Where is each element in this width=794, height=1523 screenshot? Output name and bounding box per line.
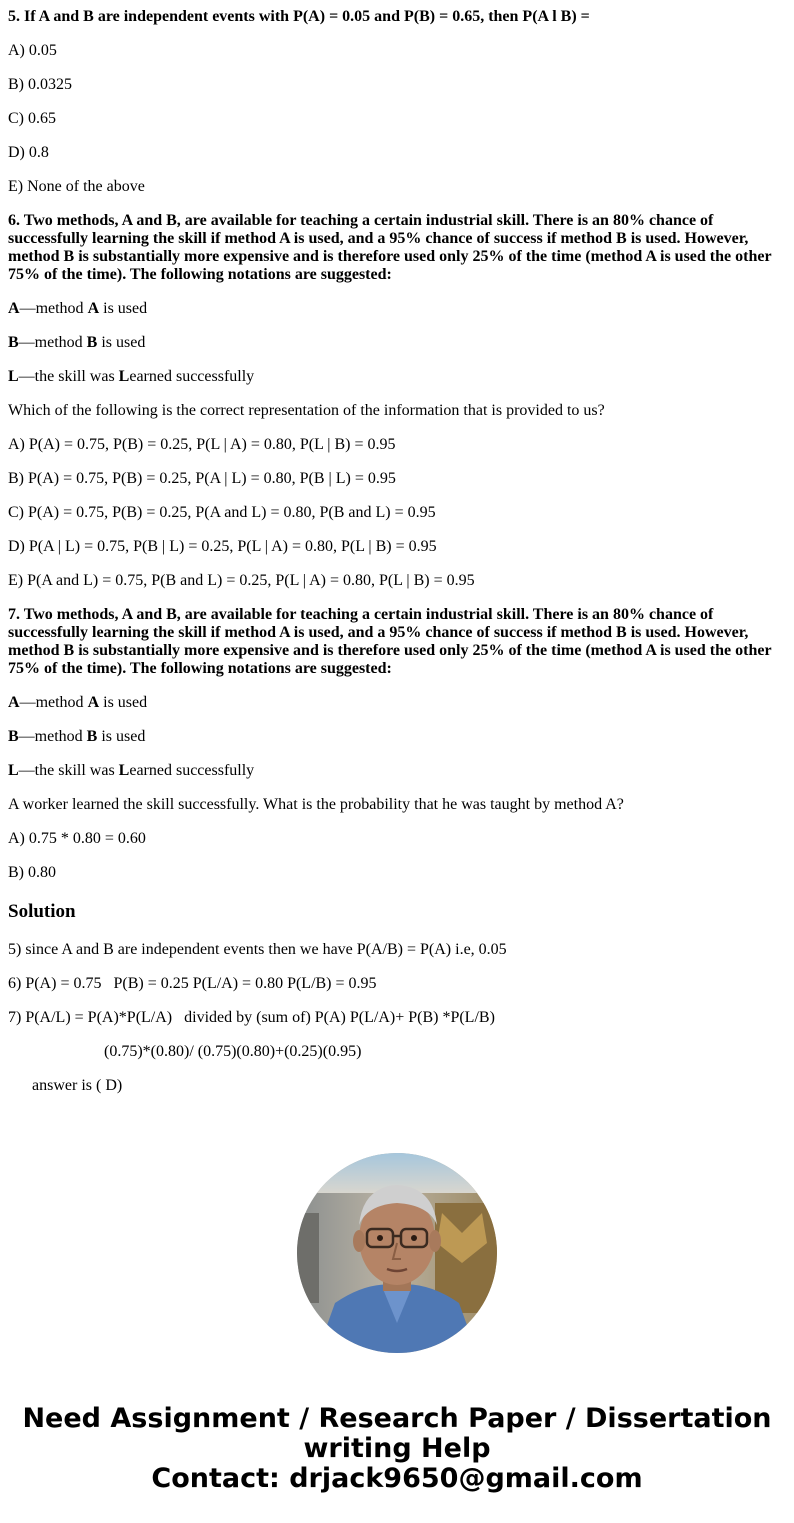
footer-contact-email: Contact: drjack9650@gmail.com [151, 1463, 643, 1494]
q5-option-a: A) 0.05 [8, 42, 57, 59]
author-photo-illustration [297, 1153, 497, 1353]
notation-key: B [8, 334, 19, 351]
author-avatar [297, 1153, 497, 1353]
solution-line-6: 6) P(A) = 0.75 P(B) = 0.25 P(L/A) = 0.80 P(L/B) = 0.95 [8, 975, 377, 992]
q6-question: 6. Two methods, A and B, are available for teaching a certain industrial skill. There is an 80% chance of successfully learning the skill if method A is used, and a 95% chance of success if method B is used. However, method B is substantially more expensive and is therefore used only 25% of the time (method A is used the other 75% of the time). The following notations are suggested: [8, 212, 772, 283]
solution-calculation: (0.75)*(0.80)/ (0.75)(0.80)+(0.25)(0.95) [104, 1043, 362, 1060]
q7-notation-b [8, 728, 145, 746]
q6-prompt: Which of the following is the correct representation of the information that is provided to us? [8, 402, 605, 419]
q6-notation-b [8, 334, 145, 352]
notation-text: —method [18, 334, 87, 351]
q7-prompt: A worker learned the skill successfully. What is the probability that he was taught by method A? [8, 796, 624, 813]
notation-rest: is used [99, 300, 148, 317]
q6-option-b: B) P(A) = 0.75, P(B) = 0.25, P(A | L) = 0.80, P(B | L) = 0.95 [8, 470, 396, 487]
q6-option-c: C) P(A) = 0.75, P(B) = 0.25, P(A and L) = 0.80, P(B and L) = 0.95 [8, 504, 436, 521]
q5-option-b: B) 0.0325 [8, 76, 72, 93]
notation-rest: is used [99, 694, 148, 711]
notation-key: L [8, 762, 19, 779]
q7-option-b: B) 0.80 [8, 864, 56, 881]
notation-key: B [8, 728, 19, 745]
notation-key: A [8, 300, 20, 317]
q6-option-d: D) P(A | L) = 0.75, P(B | L) = 0.25, P(L | A) = 0.80, P(L | B) = 0.95 [8, 538, 437, 555]
q5-option-c: C) 0.65 [8, 110, 56, 127]
q7-notation-l [8, 762, 254, 780]
q6-option-e: E) P(A and L) = 0.75, P(B and L) = 0.25, P(L | A) = 0.80, P(L | B) = 0.95 [8, 572, 475, 589]
q5-option-e: E) None of the above [8, 178, 145, 195]
notation-keyword: L [118, 368, 130, 385]
notation-text: —the skill was [18, 762, 119, 779]
solution-line-5: 5) since A and B are independent events then we have P(A/B) = P(A) i.e, 0.05 [8, 941, 507, 958]
q7-notation-a [8, 694, 147, 712]
footer-help-text: Need Assignment / Research Paper / Dissertation writing Help [22, 1403, 772, 1464]
notation-key: L [8, 368, 19, 385]
q7-option-a: A) 0.75 * 0.80 = 0.60 [8, 830, 146, 847]
notation-keyword: A [87, 300, 100, 317]
notation-keyword: B [86, 728, 98, 745]
solution-heading: Solution [8, 901, 76, 922]
q6-notation-a [8, 300, 147, 318]
notation-keyword: A [87, 694, 100, 711]
notation-text: —method [18, 728, 87, 745]
q7-question: 7. Two methods, A and B, are available for teaching a certain industrial skill. There is an 80% chance of successfully learning the skill if method A is used, and a 95% chance of success if method B is used. However, method B is substantially more expensive and is therefore used only 25% of the time (method A is used the other 75% of the time). The following notations are suggested: [8, 606, 772, 677]
q5-option-d: D) 0.8 [8, 144, 49, 161]
notation-text: —method [19, 300, 88, 317]
solution-line-7: 7) P(A/L) = P(A)*P(L/A) divided by (sum of) P(A) P(L/A)+ P(B) *P(L/B) [8, 1009, 495, 1026]
q6-option-a: A) P(A) = 0.75, P(B) = 0.25, P(L | A) = 0.80, P(L | B) = 0.95 [8, 436, 396, 453]
q6-notation-l [8, 368, 254, 386]
notation-key: A [8, 694, 20, 711]
notation-rest: earned successfully [129, 368, 255, 385]
notation-rest: is used [97, 334, 146, 351]
notation-text: —method [19, 694, 88, 711]
notation-rest: earned successfully [129, 762, 255, 779]
notation-keyword: B [86, 334, 98, 351]
notation-rest: is used [97, 728, 146, 745]
notation-keyword: L [118, 762, 130, 779]
q5-question: 5. If A and B are independent events with P(A) = 0.05 and P(B) = 0.65, then P(A l B) = [8, 8, 590, 25]
solution-answer: answer is ( D) [32, 1077, 123, 1094]
footer-contact-banner [0, 1404, 794, 1494]
notation-text: —the skill was [18, 368, 119, 385]
